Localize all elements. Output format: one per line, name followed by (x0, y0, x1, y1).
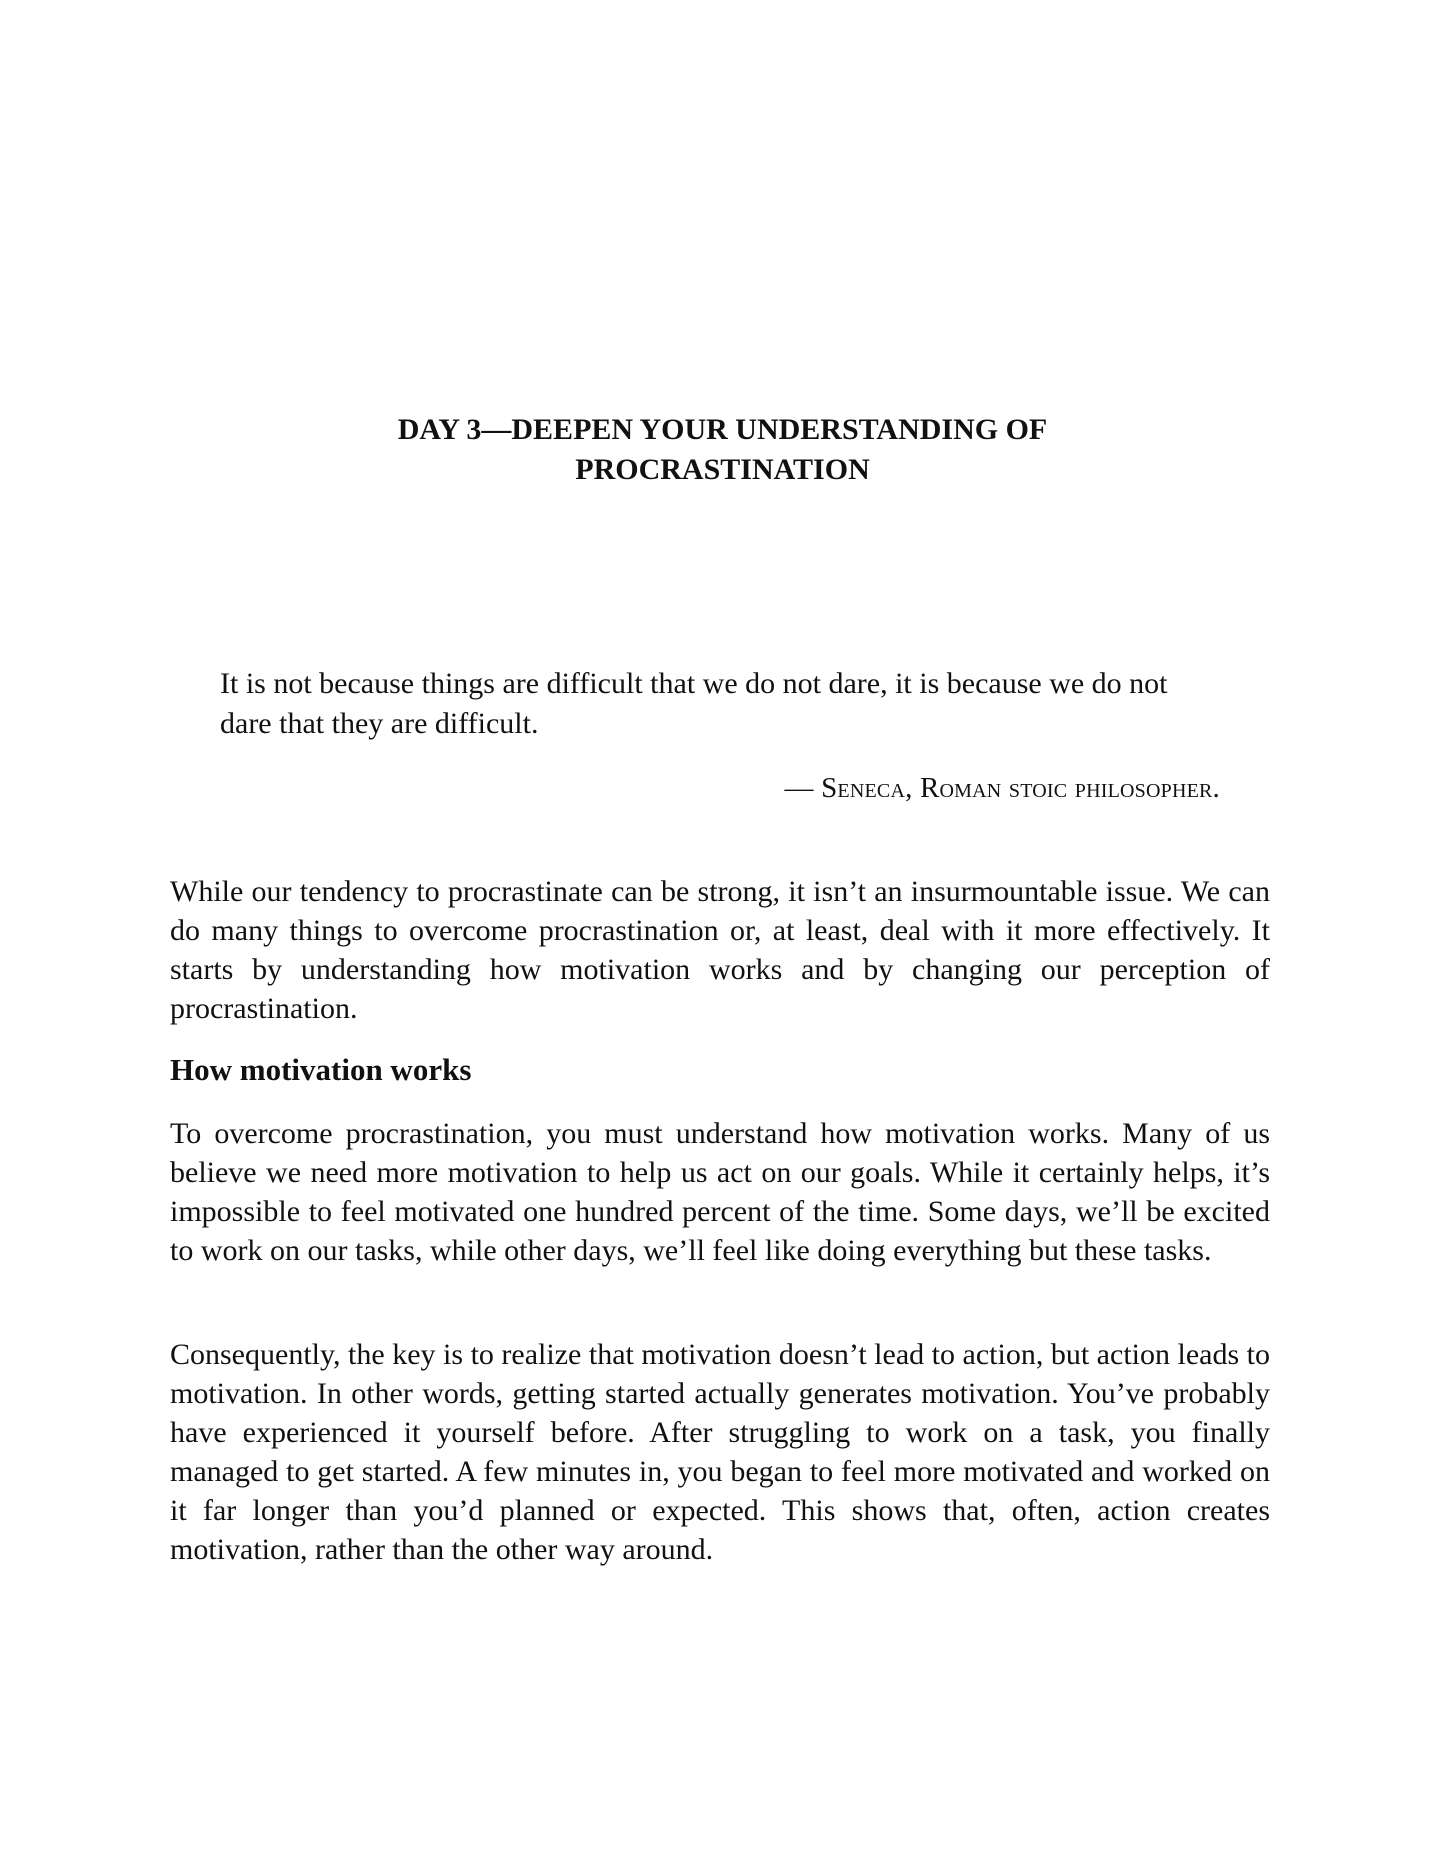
chapter-title (0, 410, 1445, 490)
chapter-title-line-2: PROCRASTINATION (575, 453, 870, 486)
body-paragraph-3: Consequently, the key is to realize that motivation doesn’t lead to action, but action leads to motivation. In other words, getting started actually generates motivation. You’ve probably have experienced it yourself before. After struggling to work on a task, you finally managed to get started. A few minutes in, you began to feel more motivated and worked on it far longer than you’d planned or expected. This shows that, often, action creates motivation, rather than the other way around. (170, 1338, 1270, 1566)
epigraph-quote: It is not because things are difficult that we do not dare, it is because we do not dare that they are difficult. (220, 667, 1168, 740)
chapter-title-line-1: DAY 3—DEEPEN YOUR UNDERSTANDING OF (397, 413, 1048, 446)
body-paragraph-2: To overcome procrastination, you must understand how motivation works. Many of us believe we need more motivation to help us act on our goals. While it certainly helps, it’s impossible to feel motivated one hundred percent of the time. Some days, we’ll be excited to work on our tasks, while other days, we’ll feel like doing everything but these tasks. (170, 1117, 1270, 1267)
epigraph-attribution: — Seneca, Roman stoic philosopher. (784, 772, 1220, 804)
body-paragraph-1: While our tendency to procrastinate can be strong, it isn’t an insurmountable issue. We can do many things to overcome procrastination or, at least, deal with it more effectively. It starts by understanding how motivation works and by changing our perception of procrastination. (170, 875, 1270, 1025)
section-heading: How motivation works (170, 1052, 472, 1087)
